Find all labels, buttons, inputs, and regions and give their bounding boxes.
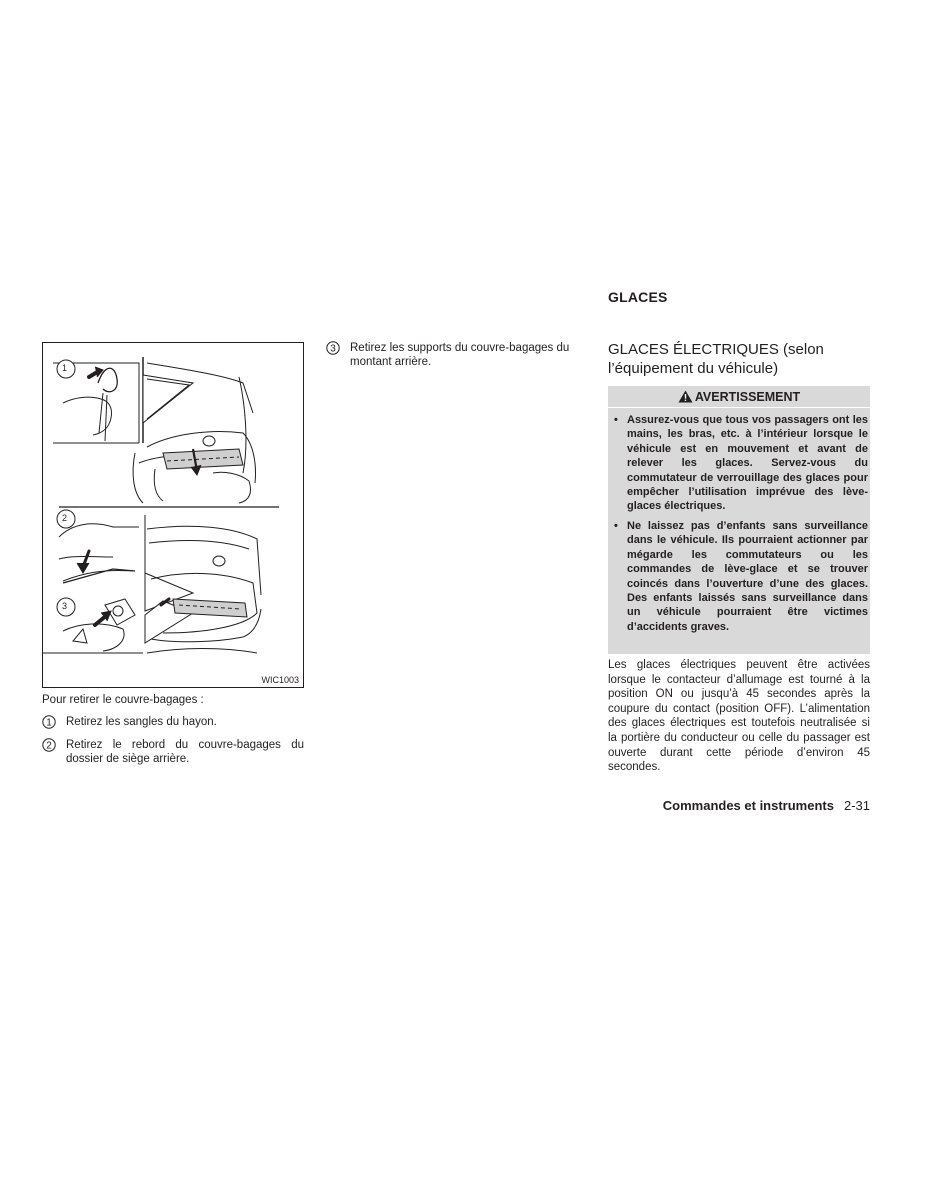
callout-1: 1 bbox=[62, 363, 68, 373]
cargo-cover-drawing bbox=[43, 343, 303, 687]
section-title: GLACES bbox=[608, 289, 668, 305]
figure-caption: Pour retirer le couvre-bagages : bbox=[42, 694, 204, 706]
page-footer bbox=[663, 798, 870, 813]
page-number: 2-31 bbox=[843, 798, 870, 813]
warning-triangle-icon bbox=[678, 390, 693, 403]
step-number: 2 bbox=[46, 740, 52, 752]
body-paragraph: Les glaces électriques peuvent être activées lorsque le contacteur d’allumage est tourné à la position ON ou jusqu’à 45 secondes après la coupure du contact (position OFF). L’alimentation des glaces électriques est toutefois neutralisée si la portière du conducteur ou celle du passager est ouverte durant cette période d’environ 45 secondes. bbox=[608, 659, 870, 774]
bullet-icon: • bbox=[614, 414, 618, 426]
step-text: Retirez les supports du couvre-bagages du montant arrière. bbox=[350, 342, 570, 368]
step-text: Retirez les sangles du hayon. bbox=[66, 716, 217, 728]
cargo-cover-illustration bbox=[42, 342, 304, 688]
warning-title: AVERTISSEMENT bbox=[694, 389, 801, 404]
warning-header bbox=[608, 386, 870, 408]
bullet-icon: • bbox=[614, 520, 618, 532]
step-number-badge bbox=[42, 715, 56, 729]
step-number-badge bbox=[42, 738, 56, 752]
callout-3: 3 bbox=[62, 601, 68, 611]
step-number-badge bbox=[326, 341, 340, 355]
warning-item-text: Assurez-vous que tous vos passagers ont les mains, les bras, etc. à l’intérieur lorsque le véhicule est en mouvement et avant de relever les glaces. Servez-vous du commutateur de verrouillage des glaces pour empêcher l’utilisation imprévue des lève-glaces électriques. bbox=[627, 414, 868, 513]
step-text: Retirez le rebord du couvre-bagages du dossier de siège arrière. bbox=[66, 739, 304, 765]
callout-2: 2 bbox=[62, 513, 68, 523]
warning-box bbox=[608, 386, 870, 654]
footer-section: Commandes et instruments bbox=[662, 798, 834, 813]
figure-code: WIC1003 bbox=[261, 675, 299, 685]
subsection-title: GLACES ÉLECTRIQUES (selon l’équipement du véhicule) bbox=[608, 341, 824, 377]
step-number: 1 bbox=[46, 717, 52, 729]
warning-item-text: Ne laissez pas d’enfants sans surveillance dans le véhicule. Ils pourraient actionner par mégarde les commutateurs ou les commandes de lève-glace et se trouver coincés dans l’ouverture d’une des glaces. Des enfants laissés sans surveillance dans un véhicule pourraient être victimes d’accidents graves. bbox=[627, 520, 868, 633]
step-number: 3 bbox=[330, 343, 336, 355]
